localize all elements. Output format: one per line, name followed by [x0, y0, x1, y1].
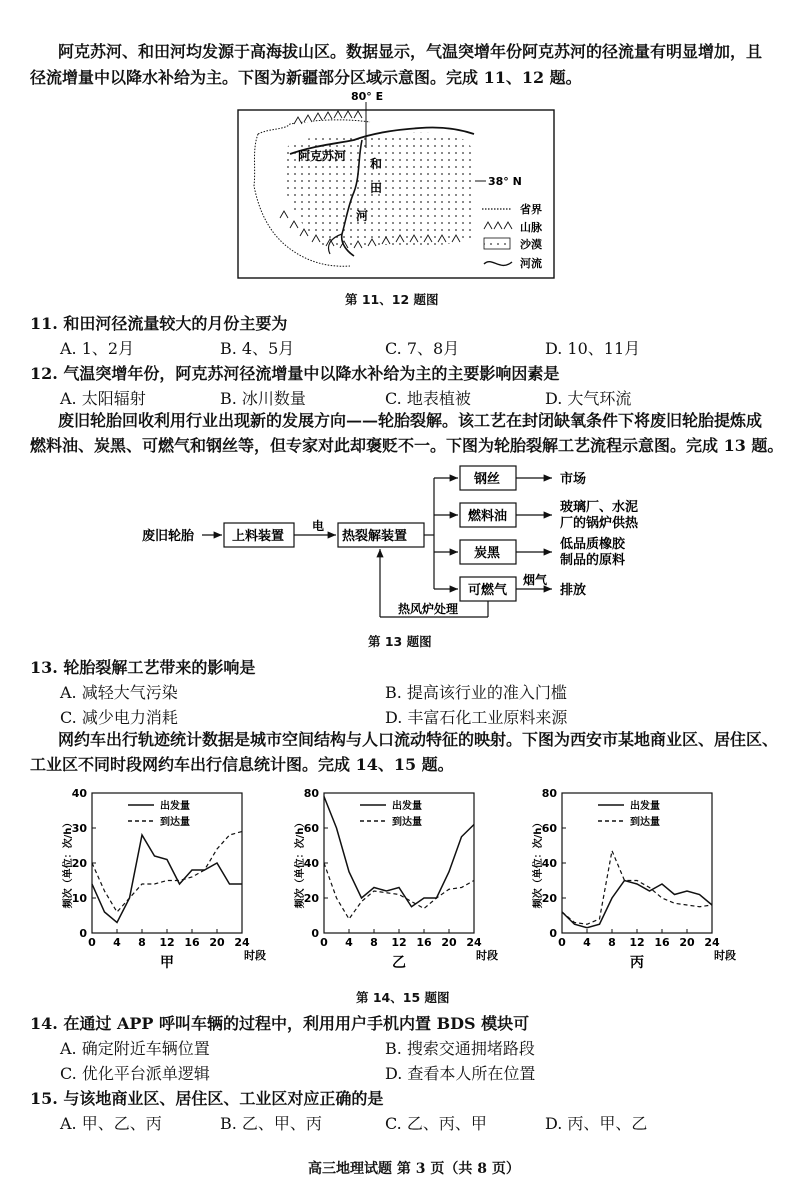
x-tick-label: 12 [629, 936, 645, 949]
q12-option-d[interactable]: D. 大气环流 [545, 389, 632, 408]
q15-option-a[interactable]: A. 甲、乙、丙 [60, 1114, 162, 1133]
product-steel: 钢丝 [474, 472, 501, 487]
x-tick-label: 12 [159, 936, 175, 949]
x-tick-label: 20 [679, 936, 695, 949]
legend-desert-swatch [484, 238, 510, 249]
y-tick-label: 60 [541, 822, 557, 835]
chart-bing [530, 783, 736, 971]
use-emission: 排放 [560, 583, 587, 598]
intro-13-line1: 废旧轮胎回收利用行业出现新的发展方向——轮胎裂解。该工艺在封闭缺氧条件下将废旧轮胎提炼成 [58, 411, 763, 430]
q13-option-b[interactable]: B. 提高该行业的准入门槛 [385, 683, 567, 702]
hotan-char-1: 和 [370, 157, 383, 171]
page-footer: 高三地理试题 第 3 页（共 8 页） [308, 1161, 520, 1177]
x-tick-label: 16 [184, 936, 200, 949]
series-line-departure [324, 797, 474, 907]
q13-option-c[interactable]: C. 减少电力消耗 [60, 708, 178, 727]
hotan-char-3: 河 [356, 209, 369, 223]
legend-label: 到达量 [160, 817, 190, 828]
q14-option-b[interactable]: B. 搜索交通拥堵路段 [385, 1039, 535, 1058]
x-axis-label: 时段 [714, 949, 736, 962]
y-tick-label: 10 [71, 892, 87, 905]
legend-boundary: 省界 [520, 203, 542, 216]
lon-label: 80° E [351, 90, 384, 103]
x-tick-label: 12 [391, 936, 407, 949]
map-caption: 第 11、12 题图 [345, 292, 439, 307]
x-axis-label: 时段 [244, 949, 266, 962]
legend-label: 出发量 [392, 801, 422, 812]
y-tick-label: 40 [71, 787, 87, 800]
q15-option-d[interactable]: D. 丙、甲、乙 [545, 1114, 648, 1133]
q11-option-a[interactable]: A. 1、2月 [60, 339, 135, 358]
intro-13-line2: 燃料油、炭黑、可燃气和钢丝等，但专家对此却褒贬不一。下图为轮胎裂解工艺流程示意图。完成 13 题。 [30, 436, 784, 455]
legend-river: 河流 [520, 257, 542, 270]
legend-label: 到达量 [630, 817, 660, 828]
legend-label: 出发量 [630, 801, 660, 812]
product-carbon: 炭黑 [474, 546, 501, 561]
q11-option-b[interactable]: B. 4、5月 [220, 339, 295, 358]
y-tick-label: 20 [71, 857, 87, 870]
q12-option-c[interactable]: C. 地表植被 [385, 389, 471, 408]
flow-feeder: 上料装置 [232, 529, 285, 544]
intro-14-15-line2: 工业区不同时段网约车出行信息统计图。完成 14、15 题。 [30, 755, 454, 774]
plot-frame [92, 793, 242, 933]
q15-option-c[interactable]: C. 乙、丙、甲 [385, 1114, 487, 1133]
product-oil: 燃料油 [468, 509, 508, 524]
series-line-arrival [562, 851, 712, 925]
legend-mountain: 山脉 [520, 221, 542, 234]
flow-caption: 第 13 题图 [368, 634, 432, 649]
q11-option-d[interactable]: D. 10、11月 [545, 339, 641, 358]
x-tick-label: 20 [209, 936, 225, 949]
flow-smoke: 烟气 [523, 573, 548, 587]
y-tick-label: 20 [541, 892, 557, 905]
y-tick-label: 20 [303, 892, 319, 905]
x-tick-label: 4 [113, 936, 121, 949]
intro-11-12-line1: 阿克苏河、和田河均发源于高海拔山区。数据显示，气温突增年份阿克苏河的径流量有明显增加，且 [58, 42, 763, 61]
y-axis-label: 频次（单位：次/h） [533, 817, 544, 909]
use-glass-1: 玻璃厂、水泥 [560, 500, 639, 515]
tire-pyrolysis-flowchart [140, 460, 660, 625]
x-tick-label: 4 [345, 936, 353, 949]
charts-caption: 第 14、15 题图 [356, 990, 450, 1005]
use-market: 市场 [560, 472, 587, 487]
y-tick-label: 60 [303, 822, 319, 835]
use-glass-2: 厂的锅炉供热 [560, 516, 639, 531]
y-tick-label: 40 [303, 857, 319, 870]
flow-power: 电 [312, 519, 325, 533]
x-tick-label: 24 [704, 936, 720, 949]
product-gas: 可燃气 [468, 583, 508, 598]
flow-recycle: 热风炉处理 [398, 602, 459, 616]
xinjiang-map [230, 88, 560, 288]
series-line-arrival [324, 863, 474, 919]
chart-name: 乙 [392, 955, 406, 971]
series-line-departure [92, 835, 242, 923]
q13-option-d[interactable]: D. 丰富石化工业原料来源 [385, 708, 568, 727]
q12-option-b[interactable]: B. 冰川数量 [220, 389, 306, 408]
intro-11-12-line2: 径流增量中以降水补给为主。下图为新疆部分区域示意图。完成 11、12 题。 [30, 68, 582, 87]
y-tick-label: 0 [549, 927, 557, 940]
y-tick-label: 80 [303, 787, 319, 800]
x-tick-label: 0 [320, 936, 328, 949]
series-line-departure [562, 881, 712, 928]
q14-option-d[interactable]: D. 查看本人所在位置 [385, 1064, 536, 1083]
q13-stem: 13. 轮胎裂解工艺带来的影响是 [30, 658, 256, 677]
use-rubber-2: 制品的原料 [560, 553, 626, 568]
flow-reactor: 热裂解装置 [342, 529, 408, 544]
chart-name: 丙 [630, 955, 644, 971]
q15-option-b[interactable]: B. 乙、甲、丙 [220, 1114, 322, 1133]
q14-option-a[interactable]: A. 确定附近车辆位置 [60, 1039, 210, 1058]
q13-option-a[interactable]: A. 减轻大气污染 [60, 683, 178, 702]
q12-option-a[interactable]: A. 太阳辐射 [60, 389, 146, 408]
x-tick-label: 24 [466, 936, 482, 949]
y-tick-label: 40 [541, 857, 557, 870]
q14-option-c[interactable]: C. 优化平台派单逻辑 [60, 1064, 210, 1083]
y-tick-label: 0 [79, 927, 87, 940]
x-tick-label: 0 [558, 936, 566, 949]
chart-jia [60, 783, 266, 971]
series-line-arrival [92, 832, 242, 913]
x-tick-label: 8 [608, 936, 616, 949]
q11-stem: 11. 和田河径流量较大的月份主要为 [30, 314, 288, 333]
x-tick-label: 20 [441, 936, 457, 949]
plot-frame [562, 793, 712, 933]
x-tick-label: 24 [234, 936, 250, 949]
legend-label: 到达量 [392, 817, 422, 828]
hotan-char-2: 田 [370, 181, 383, 195]
q12-stem: 12. 气温突增年份，阿克苏河径流增量中以降水补给为主的主要影响因素是 [30, 364, 560, 383]
q14-stem: 14. 在通过 APP 呼叫车辆的过程中，利用用户手机内置 BDS 模块可 [30, 1014, 530, 1033]
legend-label: 出发量 [160, 801, 190, 812]
x-tick-label: 8 [370, 936, 378, 949]
x-tick-label: 0 [88, 936, 96, 949]
chart-name: 甲 [160, 955, 174, 971]
use-rubber-1: 低品质橡胶 [560, 537, 626, 552]
x-tick-label: 4 [583, 936, 591, 949]
chart-yi [292, 783, 498, 971]
y-axis-label: 频次（单位：次/h） [295, 817, 306, 909]
y-tick-label: 0 [311, 927, 319, 940]
aksu-label: 阿克苏河 [298, 149, 347, 163]
x-tick-label: 8 [138, 936, 146, 949]
x-tick-label: 16 [654, 936, 670, 949]
x-tick-label: 16 [416, 936, 432, 949]
y-axis-label: 频次（单位：次/h） [63, 817, 74, 909]
lat-label: 38° N [488, 175, 522, 188]
flow-input: 废旧轮胎 [142, 529, 195, 544]
legend-desert: 沙漠 [520, 238, 542, 251]
q11-option-c[interactable]: C. 7、8月 [385, 339, 460, 358]
y-tick-label: 30 [71, 822, 87, 835]
q15-stem: 15. 与该地商业区、居住区、工业区对应正确的是 [30, 1089, 384, 1108]
x-axis-label: 时段 [476, 949, 498, 962]
y-tick-label: 80 [541, 787, 557, 800]
intro-14-15-line1: 网约车出行轨迹统计数据是城市空间结构与人口流动特征的映射。下图为西安市某地商业区、居住区、 [58, 730, 779, 749]
